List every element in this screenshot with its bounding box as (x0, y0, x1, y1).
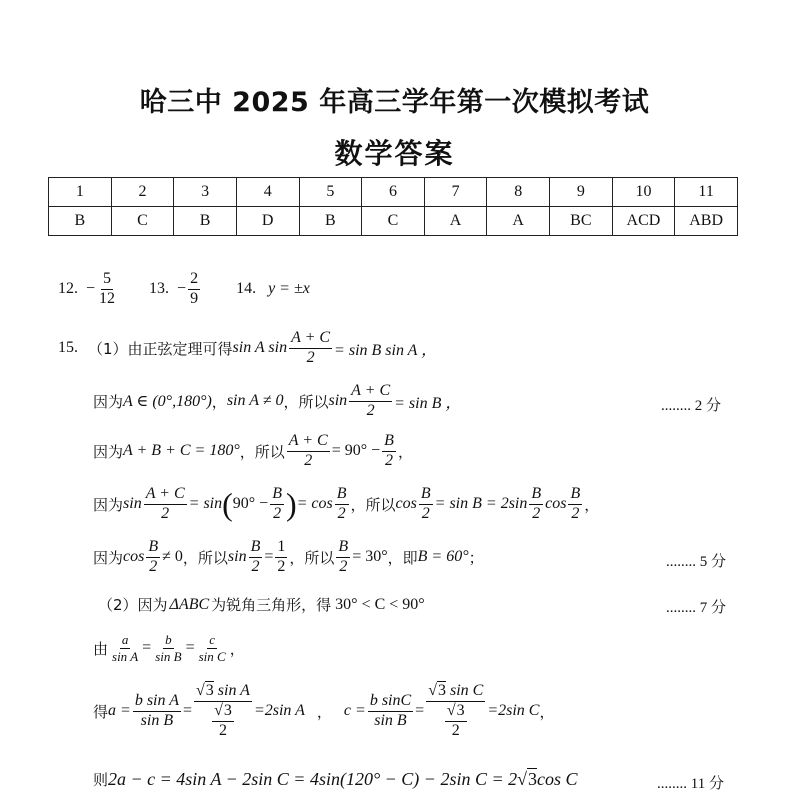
fraction-den: 2 (251, 557, 260, 575)
fraction (212, 703, 234, 740)
question-number: 4 (236, 178, 299, 207)
answer-row (49, 207, 738, 236)
fraction-num: √3 sin A (194, 683, 252, 702)
fraction (335, 486, 349, 523)
fraction-den: 2 (385, 451, 394, 469)
fraction-den: 2 (277, 557, 286, 575)
fraction (419, 486, 433, 523)
question-number: 11 (675, 178, 738, 207)
math-expr: cos C (537, 769, 578, 789)
q12-label: 12. (58, 280, 78, 298)
score-mark: ........ 7 分 (665, 600, 726, 616)
q12-num: 5 (101, 271, 113, 290)
math-expr: A ∈ (0°,180°) (123, 393, 212, 411)
q15-text: ， (211, 392, 227, 411)
fraction-num: A + C (289, 330, 332, 349)
fraction-num: B (146, 539, 160, 558)
page-title: 哈三中 2025 年高三学年第一次模拟考试 (139, 87, 650, 118)
fraction-num: c (209, 632, 216, 647)
sqrt-arg: 3 (205, 682, 214, 699)
math-expr: sin A ≠ 0 (226, 392, 284, 410)
fraction-num: B (529, 486, 543, 505)
q15-text: 则 (93, 771, 109, 789)
math-expr: cos (395, 495, 417, 513)
answer-cell: ACD (612, 207, 675, 236)
question-number: 8 (487, 178, 550, 207)
fraction-den: sin A (112, 648, 139, 664)
fraction-num: √3 sin C (426, 683, 485, 702)
fraction-num: B (419, 486, 433, 505)
question-number: 5 (299, 178, 362, 207)
q15-text: ，所以 (289, 548, 335, 567)
fraction-den: sin B (140, 711, 174, 729)
fraction-den: 2 (532, 504, 541, 522)
answer-cell: B (299, 207, 362, 236)
q13-fraction (188, 271, 200, 308)
score-mark: ........ 2 分 (660, 398, 721, 414)
math-expr: = cos (296, 495, 333, 513)
math-expr: =2sin C (487, 702, 540, 720)
q13-num: 2 (188, 271, 200, 290)
math-expr: = 30° (352, 548, 388, 566)
sqrt-arg: 3 (456, 701, 465, 719)
fraction-num: B (382, 433, 396, 452)
fraction-den: sin B (374, 711, 407, 729)
sqrt-arg: 3 (528, 769, 537, 789)
sqrt-arg: 3 (223, 701, 232, 719)
math-expr: sin (328, 392, 348, 410)
math-expr: cos (545, 495, 567, 513)
fraction (368, 693, 413, 730)
q13-den: 9 (190, 289, 199, 307)
fraction-num: B (336, 539, 350, 558)
fraction-num: b (165, 632, 172, 647)
q15-line-7: 由 $\frac{a}{\text{sin A}}$ = $\frac{b}{\text{sin B}}$ = $\frac{c}{\text{sin C}}$ ， (93, 632, 245, 664)
q15-line-3 (93, 433, 413, 470)
fraction (270, 486, 284, 523)
fraction-den (208, 702, 238, 740)
q15-line-9: 则 2a − c = 4sin A − 2sin C = 4sin(120° − C) − 2sin C = 2 √3 cos C (93, 769, 578, 789)
fraction-den: 2 (304, 451, 313, 469)
fraction-num: B (568, 486, 582, 505)
fraction (445, 703, 467, 740)
math-expr: cos (123, 548, 145, 566)
q15-text: 因为 (93, 392, 124, 411)
q15-text: ， (539, 702, 555, 721)
fraction (194, 683, 252, 739)
math-expr: = (264, 548, 274, 566)
q15-text: 得 (93, 702, 109, 721)
math-expr: a = (108, 702, 131, 720)
q15-label: 15. (58, 339, 78, 357)
fraction-den: 2 (571, 504, 580, 522)
math-expr: 30° < C < 90° (335, 595, 425, 613)
math-expr: ΔABC (169, 595, 210, 613)
fraction-num: 1 (275, 539, 287, 558)
page-subtitle: 数学答案 (334, 137, 455, 170)
fraction-den: 2 (366, 401, 375, 419)
q12-fraction (97, 271, 117, 308)
fraction-den: 2 (421, 504, 430, 522)
paren-close: ) (285, 486, 297, 523)
answer-cell: B (174, 207, 237, 236)
math-expr: sin A (213, 682, 250, 699)
sqrt-arg: 3 (437, 682, 446, 699)
q15-line-4 (93, 486, 599, 523)
fraction (133, 693, 181, 730)
math-expr: c = (343, 702, 366, 720)
fraction (382, 433, 396, 470)
fraction-den: 2 (218, 721, 227, 739)
question-number: 3 (174, 178, 237, 207)
math-expr: sin C (445, 682, 484, 699)
question-number: 9 (550, 178, 613, 207)
fraction-num: A + C (349, 383, 392, 402)
math-expr: = 90° − (331, 442, 381, 460)
q15-text: ，所以 (182, 548, 228, 567)
fraction-num: b sin A (133, 693, 181, 712)
q13-sign: − (177, 280, 187, 298)
answer-cell: A (487, 207, 550, 236)
answer-table (48, 177, 738, 236)
answer-cell: B (49, 207, 112, 236)
fraction (275, 539, 287, 576)
q12-sign: − (86, 280, 96, 298)
fraction (568, 486, 582, 523)
fraction-num: A + C (144, 486, 187, 505)
math-expr: B = 60° (417, 548, 469, 566)
fraction (144, 486, 187, 523)
fraction (249, 539, 263, 576)
math-expr: = sin B ， (394, 394, 462, 412)
q15-text: （2）因为 (98, 596, 168, 614)
score-mark: ........ 5 分 (665, 554, 726, 570)
fraction (153, 633, 183, 663)
fraction-den: 2 (306, 348, 315, 366)
math-expr: = sin B = 2sin (434, 495, 528, 513)
math-expr: 90° − (232, 495, 269, 513)
fraction-num: B (270, 486, 284, 505)
fraction-num: A + C (287, 433, 330, 452)
fraction-den: 2 (273, 504, 282, 522)
math-expr: A + B + C = 180° (123, 442, 240, 460)
q12-den: 12 (99, 289, 116, 307)
q15-text: （1）由正弦定理可得 (88, 339, 233, 358)
q15-text: ， (397, 442, 413, 461)
q15-text: 由 (93, 639, 109, 658)
answer-cell: BC (550, 207, 613, 236)
answer-cell: A (424, 207, 487, 236)
q15-text: ，所以 (350, 495, 396, 514)
fraction-num: √3 (212, 703, 234, 722)
math-expr: = sin B sin A ， (334, 341, 438, 359)
fraction-den: 2 (337, 504, 346, 522)
q15-text: 为锐角三角形，得 (211, 596, 332, 614)
q15-text: ，所以 (283, 392, 329, 411)
fraction-num: b sinC (368, 693, 413, 712)
math-expr: sin (123, 495, 142, 513)
fraction (426, 683, 485, 739)
q15-text: ，所以 (239, 442, 285, 461)
question-number: 7 (424, 178, 487, 207)
answer-cell: C (111, 207, 174, 236)
q15-text: ， (316, 702, 332, 721)
fraction-num: B (249, 539, 263, 558)
q15-text: 因为 (93, 442, 124, 461)
fraction-den: 2 (161, 504, 170, 522)
fraction (197, 633, 228, 663)
q15-line-2 (93, 383, 461, 420)
q15-text: 因为 (93, 495, 124, 514)
q15-text: ， (584, 495, 600, 514)
fraction (146, 539, 160, 576)
q14-label: 14. (236, 280, 257, 298)
question-number: 2 (111, 178, 174, 207)
q15-text: ； (468, 548, 484, 567)
q15-text: ，即 (387, 548, 418, 567)
question-number-row (49, 178, 738, 207)
fraction (110, 633, 140, 663)
math-expr: sin (227, 548, 247, 566)
fraction (529, 486, 543, 523)
q14-expr: y = ±x (268, 280, 310, 298)
paren-open: ( (222, 486, 233, 523)
fraction-den (441, 702, 471, 740)
fraction (349, 383, 392, 420)
fraction-den: sin B (155, 648, 182, 664)
fraction-num: a (121, 632, 129, 647)
math-expr: ≠ 0 (162, 548, 183, 566)
fraction (287, 433, 330, 470)
math-expr: = sin (188, 495, 223, 513)
q15-line-1 (58, 330, 437, 367)
question-number: 1 (49, 178, 112, 207)
q15-line-8: 得 a = $\frac{\text{b sin A}}{\text{sin B}}$ = $\frac{\text{√3 sin A}}{\frac{√3}{2}}$ =2sin A ， c = $\frac{\text{b sinC}}{\text{sin B}}$ = $\frac{\text{√3 sin C}}{\frac{√3}{2}}$ =2sin C ， (93, 682, 555, 739)
answer-cell: D (236, 207, 299, 236)
fraction (289, 330, 332, 367)
q13-label: 13. (149, 280, 170, 298)
question-number: 10 (612, 178, 675, 207)
fraction (336, 539, 350, 576)
q15-text: ， (229, 639, 245, 658)
math-expr: sin A sin (232, 339, 288, 357)
score-mark: ........ 11 分 (657, 776, 724, 792)
answer-cell: C (362, 207, 425, 236)
fraction-num: √3 (445, 703, 467, 722)
fraction-den: sin C (198, 648, 226, 664)
fraction-num: B (335, 486, 349, 505)
q15-text: 因为 (93, 548, 124, 567)
question-number: 6 (362, 178, 425, 207)
fraction-den: 2 (451, 721, 460, 739)
fraction-den: 2 (339, 557, 348, 575)
fill-answers (58, 271, 310, 308)
q15-line-6 (98, 594, 425, 615)
math-expr: 2a − c = 4sin A − 2sin C = 4sin(120° − C) − 2sin C = 2 (108, 769, 518, 789)
fraction-den: 2 (149, 557, 158, 575)
q15-line-5 (93, 539, 484, 576)
math-expr: =2sin A (253, 702, 305, 720)
answer-cell: ABD (675, 207, 738, 236)
